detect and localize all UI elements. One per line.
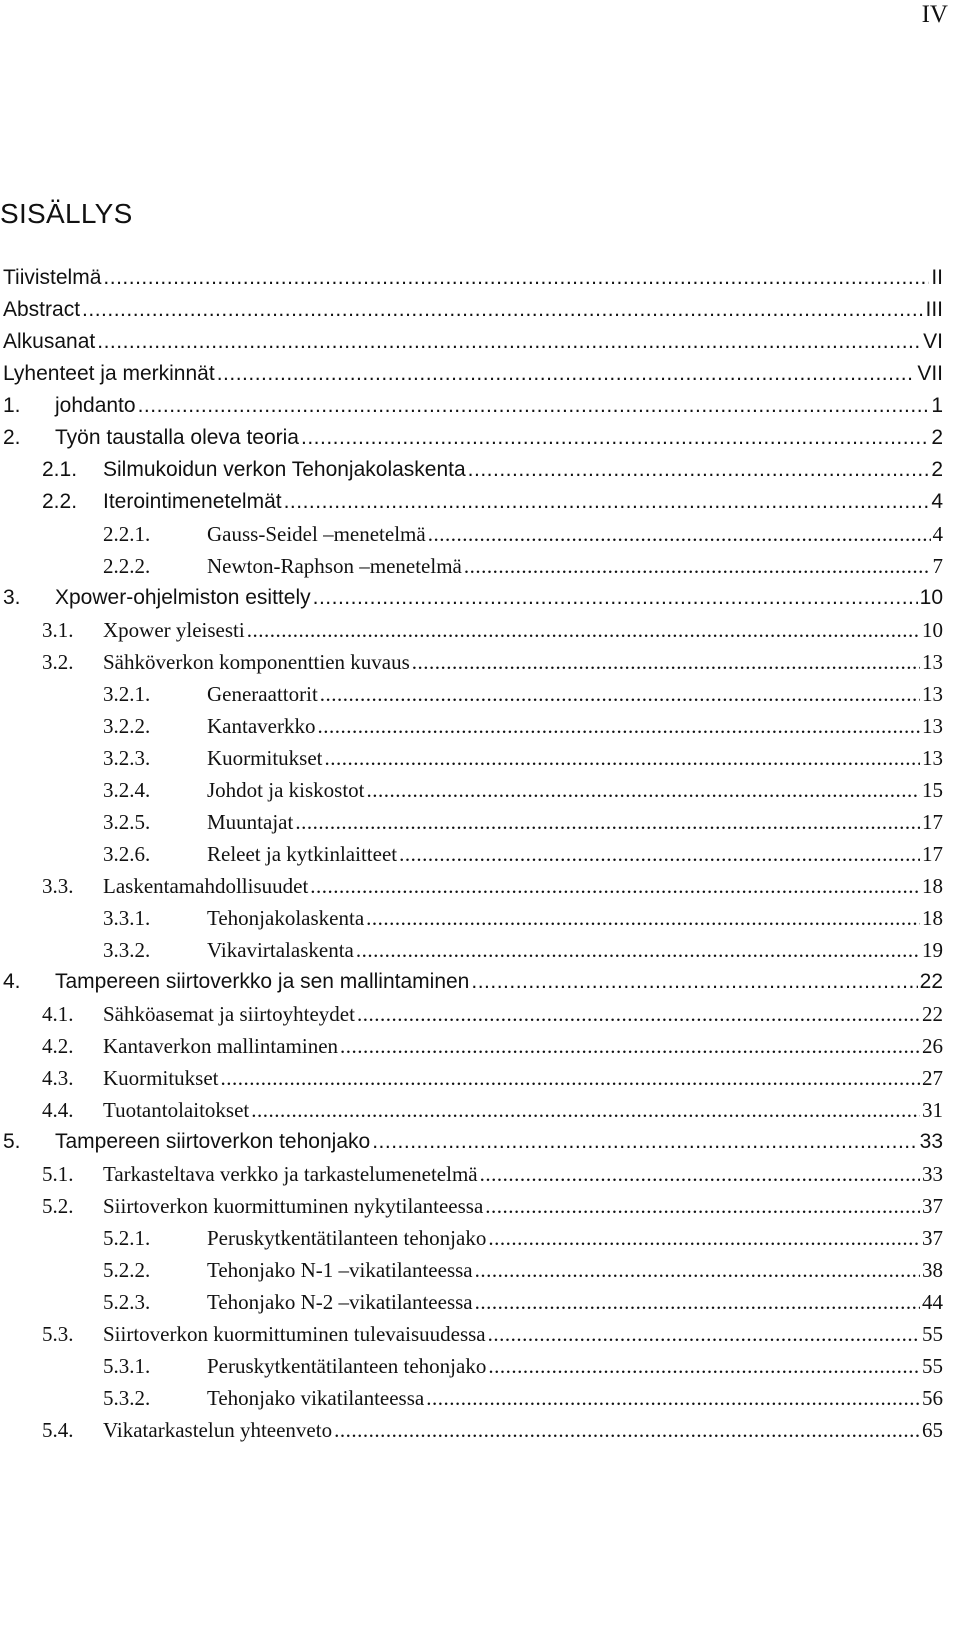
toc-entry-label: Tiivistelmä (3, 266, 102, 289)
toc-entry[interactable] (42, 1318, 943, 1350)
toc-entry-label: Sähköasemat ja siirtoyhteydet (103, 1002, 355, 1026)
toc-dot-leader (310, 870, 920, 902)
toc-entry-number: 2.2.1. (103, 522, 151, 546)
toc-entry[interactable] (3, 422, 943, 454)
toc-entry[interactable] (103, 934, 943, 966)
toc-entry-label: Kantaverkon mallintaminen (103, 1034, 339, 1058)
toc-entry-page: 26 (922, 1034, 943, 1058)
toc-entry-page: 55 (922, 1354, 943, 1378)
toc-dot-leader (82, 294, 923, 326)
toc-dot-leader (372, 1126, 917, 1158)
toc-dot-leader (251, 1094, 920, 1126)
toc-entry-label: Tarkasteltava verkko ja tarkastelumenetelmä (103, 1162, 478, 1186)
toc-dot-leader (366, 902, 920, 934)
toc-entry-number: 3.2.2. (103, 714, 151, 738)
toc-entry-label: Vikavirtalaskenta (207, 938, 354, 962)
toc-entry-number: 5.3.1. (103, 1354, 151, 1378)
toc-dot-leader (426, 1382, 920, 1414)
toc-entry[interactable] (3, 326, 943, 358)
toc-entry-number: 4. (3, 970, 21, 993)
toc-entry-label: Kantaverkko (207, 714, 316, 738)
toc-title: SISÄLLYS (0, 198, 133, 229)
toc-entry[interactable] (3, 1126, 943, 1158)
toc-entry-number: 3.2.4. (103, 778, 151, 802)
toc-entry[interactable] (103, 518, 943, 550)
toc-entry[interactable] (3, 262, 943, 294)
toc-dot-leader (340, 1030, 920, 1062)
toc-dot-leader (320, 678, 920, 710)
toc-entry-page: 56 (922, 1386, 943, 1410)
toc-entry[interactable] (103, 550, 943, 582)
toc-entry-number: 3.2.5. (103, 810, 151, 834)
toc-entry[interactable] (42, 1158, 943, 1190)
toc-entry-label: Tehonjako N-1 –vikatilanteessa (207, 1258, 473, 1282)
toc-entry-page: 1 (931, 394, 943, 417)
toc-entry[interactable] (103, 1382, 943, 1414)
toc-entry[interactable] (3, 390, 943, 422)
toc-entry-page: III (925, 298, 943, 321)
toc-entry-number: 5.2. (42, 1194, 74, 1218)
toc-entry-label: Sähköverkon komponenttien kuvaus (103, 650, 410, 674)
toc-entry-label: Iterointimenetelmät (103, 490, 282, 513)
toc-entry-page: 55 (922, 1322, 943, 1346)
toc-entry[interactable] (103, 1350, 943, 1382)
toc-entry-label: Työn taustalla oleva teoria (55, 426, 299, 449)
toc-entry[interactable] (103, 1222, 943, 1254)
toc-entry-page: 37 (922, 1226, 943, 1250)
toc-entry[interactable] (42, 486, 943, 518)
toc-dot-leader (295, 806, 920, 838)
toc-entry[interactable] (103, 902, 943, 934)
toc-entry-number: 4.3. (42, 1066, 74, 1090)
toc-dot-leader (475, 1286, 920, 1318)
toc-entry-number: 2.2. (42, 490, 78, 513)
toc-entry[interactable] (42, 1030, 943, 1062)
toc-entry[interactable] (42, 646, 943, 678)
toc-entry-page: 4 (932, 522, 943, 546)
toc-entry-page: 10 (919, 586, 943, 609)
toc-entry[interactable] (42, 1414, 943, 1446)
toc-entry-number: 5. (3, 1130, 21, 1153)
toc-entry-label: Tampereen siirtoverkon tehonjako (55, 1130, 371, 1153)
toc-entry-label: Xpower yleisesti (103, 618, 245, 642)
toc-entry-number: 3.3.1. (103, 906, 151, 930)
toc-entry-label: Tehonjakolaskenta (207, 906, 365, 930)
toc-entry-label: Lyhenteet ja merkinnät (3, 362, 215, 385)
toc-entry-number: 3.3. (42, 874, 74, 898)
toc-entry-label: Alkusanat (3, 330, 96, 353)
toc-entry-number: 2. (3, 426, 21, 449)
toc-entry-label: Peruskytkentätilanteen tehonjako (207, 1226, 487, 1250)
toc-dot-leader (103, 262, 929, 294)
toc-entry-number: 2.2.2. (103, 554, 151, 578)
toc-entry-label: Muuntajat (207, 810, 294, 834)
toc-entry-page: 2 (931, 426, 943, 449)
toc-entry[interactable] (42, 454, 943, 486)
toc-entry[interactable] (103, 806, 943, 838)
toc-entry[interactable] (42, 998, 943, 1030)
toc-entry-label: Peruskytkentätilanteen tehonjako (207, 1354, 487, 1378)
toc-entry-label: Tampereen siirtoverkko ja sen mallintaminen (55, 970, 470, 993)
toc-entry[interactable] (42, 870, 943, 902)
toc-entry-label: Kuormitukset (103, 1066, 219, 1090)
toc-entry-number: 3. (3, 586, 21, 609)
toc-entry-label: Johdot ja kiskostot (207, 778, 365, 802)
toc-entry-number: 4.2. (42, 1034, 74, 1058)
toc-entry-page: 13 (922, 682, 943, 706)
toc-dot-leader (97, 326, 921, 358)
toc-entry[interactable] (42, 1062, 943, 1094)
toc-entry[interactable] (103, 1286, 943, 1318)
toc-entry-number: 4.4. (42, 1098, 74, 1122)
toc-dot-leader (485, 1190, 920, 1222)
toc-entry-page: 27 (922, 1066, 943, 1090)
toc-entry-label: Tuotantolaitokset (103, 1098, 250, 1122)
toc-dot-leader (356, 934, 920, 966)
toc-entry-page: 22 (919, 970, 943, 993)
toc-entry-number: 3.2. (42, 650, 74, 674)
toc-entry-number: 5.3. (42, 1322, 74, 1346)
toc-entry-number: 3.2.1. (103, 682, 151, 706)
toc-entry-page: 17 (922, 810, 943, 834)
toc-dot-leader (480, 1158, 920, 1190)
toc-entry[interactable] (3, 294, 943, 326)
toc-entry-page: 38 (922, 1258, 943, 1282)
toc-dot-leader (428, 518, 931, 550)
toc-entry-page: 44 (922, 1290, 943, 1314)
toc-entry-page: 10 (922, 618, 943, 642)
toc-entry-page: VI (923, 330, 943, 353)
toc-entry-page: 19 (922, 938, 943, 962)
toc-dot-leader (317, 710, 920, 742)
toc-dot-leader (217, 358, 916, 390)
toc-entry-number: 3.2.3. (103, 746, 151, 770)
toc-entry-label: Siirtoverkon kuormittuminen tulevaisuudessa (103, 1322, 486, 1346)
toc-entry-label: Siirtoverkon kuormittuminen nykytilanteessa (103, 1194, 484, 1218)
toc-entry[interactable] (103, 774, 943, 806)
toc-entry-page: II (931, 266, 943, 289)
toc-entry-page: 18 (922, 874, 943, 898)
toc-entry-label: Releet ja kytkinlaitteet (207, 842, 398, 866)
toc-entry-page: 65 (922, 1418, 943, 1442)
toc-entry[interactable] (103, 838, 943, 870)
toc-entry-label: Xpower-ohjelmiston esittely (55, 586, 311, 609)
toc-dot-leader (301, 422, 929, 454)
toc-entry-page: 13 (922, 746, 943, 770)
page-number: IV (921, 1, 948, 28)
toc-entry-label: johdanto (55, 394, 136, 417)
toc-entry-label: Generaattorit (207, 682, 318, 706)
toc-dot-leader (325, 742, 921, 774)
toc-dot-leader (247, 614, 920, 646)
toc-entry-number: 5.2.3. (103, 1290, 151, 1314)
toc-dot-leader (221, 1062, 921, 1094)
toc-dot-leader (471, 966, 917, 998)
toc-entry[interactable] (3, 358, 943, 390)
toc-dot-leader (468, 454, 930, 486)
toc-entry-label: Kuormitukset (207, 746, 323, 770)
toc-entry-page: 18 (922, 906, 943, 930)
toc-entry-page: 13 (922, 650, 943, 674)
toc-entry[interactable] (103, 1254, 943, 1286)
toc-entry-page: 7 (932, 554, 943, 578)
toc-entry-page: 33 (922, 1162, 943, 1186)
toc-entry-page: 15 (922, 778, 943, 802)
toc-entry-page: 31 (922, 1098, 943, 1122)
toc-entry-page: 37 (922, 1194, 943, 1218)
toc-entry-number: 5.1. (42, 1162, 74, 1186)
toc-entry-number: 3.2.6. (103, 842, 151, 866)
toc-entry-number: 5.2.1. (103, 1226, 151, 1250)
toc-entry[interactable] (42, 1094, 943, 1126)
toc-entry[interactable] (3, 582, 943, 614)
toc-entry-label: Vikatarkastelun yhteenveto (103, 1418, 333, 1442)
toc-dot-leader (367, 774, 920, 806)
toc-entry-number: 2.1. (42, 458, 78, 481)
toc-entry-label: Silmukoidun verkon Tehonjakolaskenta (103, 458, 466, 481)
toc-entry-number: 5.3.2. (103, 1386, 151, 1410)
toc-dot-leader (488, 1350, 920, 1382)
toc-dot-leader (334, 1414, 920, 1446)
toc-entry-page: 17 (922, 842, 943, 866)
toc-dot-leader (475, 1254, 920, 1286)
toc-entry[interactable] (103, 742, 943, 774)
toc-entry-label: Tehonjako N-2 –vikatilanteessa (207, 1290, 473, 1314)
toc-entry[interactable] (3, 966, 943, 998)
toc-dot-leader (412, 646, 920, 678)
toc-entry-number: 3.3.2. (103, 938, 151, 962)
toc-dot-leader (284, 486, 930, 518)
toc-entry-number: 4.1. (42, 1002, 74, 1026)
toc-entry-label: Newton-Raphson –menetelmä (207, 554, 462, 578)
toc-entry-number: 5.4. (42, 1418, 74, 1442)
toc-dot-leader (488, 1318, 920, 1350)
toc-dot-leader (464, 550, 931, 582)
toc-entry-label: Gauss-Seidel –menetelmä (207, 522, 426, 546)
toc-entry-page: VII (917, 362, 943, 385)
toc-entry-number: 3.1. (42, 618, 74, 642)
toc-entry-label: Abstract (3, 298, 81, 321)
toc-entry-page: 33 (919, 1130, 943, 1153)
toc-dot-leader (313, 582, 918, 614)
toc-dot-leader (138, 390, 930, 422)
toc-entry-page: 22 (922, 1002, 943, 1026)
toc-entry[interactable] (42, 1190, 943, 1222)
toc-entry-label: Tehonjako vikatilanteessa (207, 1386, 425, 1410)
toc-entry-number: 5.2.2. (103, 1258, 151, 1282)
toc-entry[interactable] (103, 678, 943, 710)
toc-entry-number: 1. (3, 394, 21, 417)
toc-entry[interactable] (42, 614, 943, 646)
toc-dot-leader (488, 1222, 920, 1254)
toc-entry-page: 4 (931, 490, 943, 513)
toc-entry[interactable] (103, 710, 943, 742)
toc-entry-label: Laskentamahdollisuudet (103, 874, 309, 898)
toc-entry-page: 2 (931, 458, 943, 481)
toc-entry-page: 13 (922, 714, 943, 738)
toc-dot-leader (399, 838, 920, 870)
toc-dot-leader (357, 998, 920, 1030)
